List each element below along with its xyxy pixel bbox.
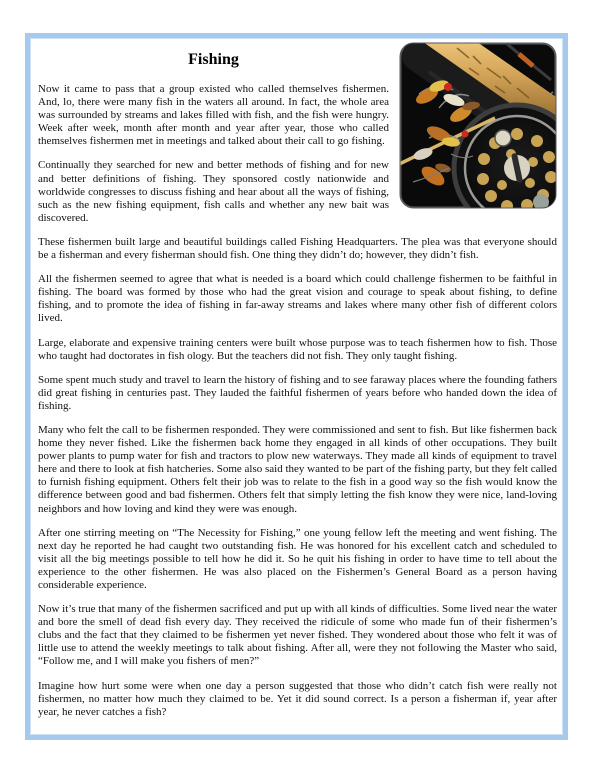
document-content bbox=[30, 38, 563, 735]
paragraph-2: Continually they searched for new and better methods of fishing and for new and better definitions of fishing. They sponsored costly nationwide and worldwide congresses to discuss fishing and hear about all the ways of fishing, such as the new fishing equipment, fish calls and whether any new bait was discovered. bbox=[38, 159, 389, 224]
paragraph-4: All the fishermen seemed to agree that what is needed is a board which could challenge fishermen to be faithful in fishing. The board was formed by those who had the great vision and courage to speak about fishing, to define fishing, and to promote the idea of fishing in far-away streams and lakes where many other fish of different colors lived. bbox=[38, 273, 557, 325]
paragraph-8: After one stirring meeting on “The Necessity for Fishing,” one young fellow left the meeting and went fishing. The next day he reported he had caught two outstanding fish. He was honored for his excellent catch and scheduled to visit all the big meetings possible to tell how he did it. So he quit his fishing in order to have time to tell about the experience to the other fishermen. He was also placed on the Fishermen’s General Board as a person having considerable experience. bbox=[38, 526, 557, 591]
fishing-photo bbox=[399, 42, 557, 209]
paragraph-3: These fishermen built large and beautiful buildings called Fishing Headquarters. The plea was that everyone should be a fisherman and every fisherman should fish. One thing they didn’t do; however, they didn’t fish. bbox=[38, 235, 557, 262]
paragraph-6: Some spent much study and travel to learn the history of fishing and to see faraway places where the founding fathers did great fishing in centuries past. They lauded the faithful fishermen of years before who handed down the idea of fishing. bbox=[38, 373, 557, 412]
reel-knob bbox=[495, 130, 511, 146]
paragraph-1: Now it came to pass that a group existed who called themselves fishermen. And, lo, there were many fish in the waters all around. In fact, the whole area was surrounded by streams and lakes filled with fish, and the fish were hungry. Week after week, month after month and year after year, those who called themselves fishermen met in meetings and talked about their call to go fishing. bbox=[38, 83, 389, 148]
fishing-photo-graphic bbox=[399, 42, 557, 209]
paragraph-7: Many who felt the call to be fishermen responded. They were commissioned and sent to fish. But like fishermen back home they never fished. Like the fishermen back home they engaged in all kinds of other occupations. They built power plants to pump water for fish and tractors to plow new waterways. They made all kinds of equipment to travel here and there to look at fish hatcheries. Some also said they wanted to be part of the fishing party, but they felt called to furnish fishing equipment. Others felt their job was to relate to the fish in a good way so the fish would know the difference between good and bad fishermen. Others felt that simply letting the fish know they were nice, land-loving neighbors and how loving and kind they were was enough. bbox=[38, 423, 557, 515]
paragraph-5: Large, elaborate and expensive training centers were built whose purpose was to teach fishermen how to fish. Those who taught had doctorates in fish ology. But the teachers did not fish. They only taught fishing. bbox=[38, 336, 557, 362]
paragraph-10: Imagine how hurt some were when one day a person suggested that those who didn’t catch fish were really not fishermen, no matter how much they claimed to be. Yet it did sound correct. Is a person a fisherman if, year after year, he never catches a fish? bbox=[38, 679, 557, 718]
page-title: Fishing bbox=[188, 51, 239, 68]
paragraph-9: Now it’s true that many of the fishermen sacrificed and put up with all kinds of difficulties. Some lived near the water and bore the smell of dead fish every day. They received the ridicule of some who made fun of their fishermen’s clubs and the fact that they claimed to be fishermen yet never fished. They wondered about those who felt it was of little use to attend the weekly meetings to talk about fishing. After all, were they not following the Master who said, “Follow me, and I will make you fishers of men?” bbox=[38, 603, 557, 668]
page-border-frame bbox=[25, 33, 568, 740]
